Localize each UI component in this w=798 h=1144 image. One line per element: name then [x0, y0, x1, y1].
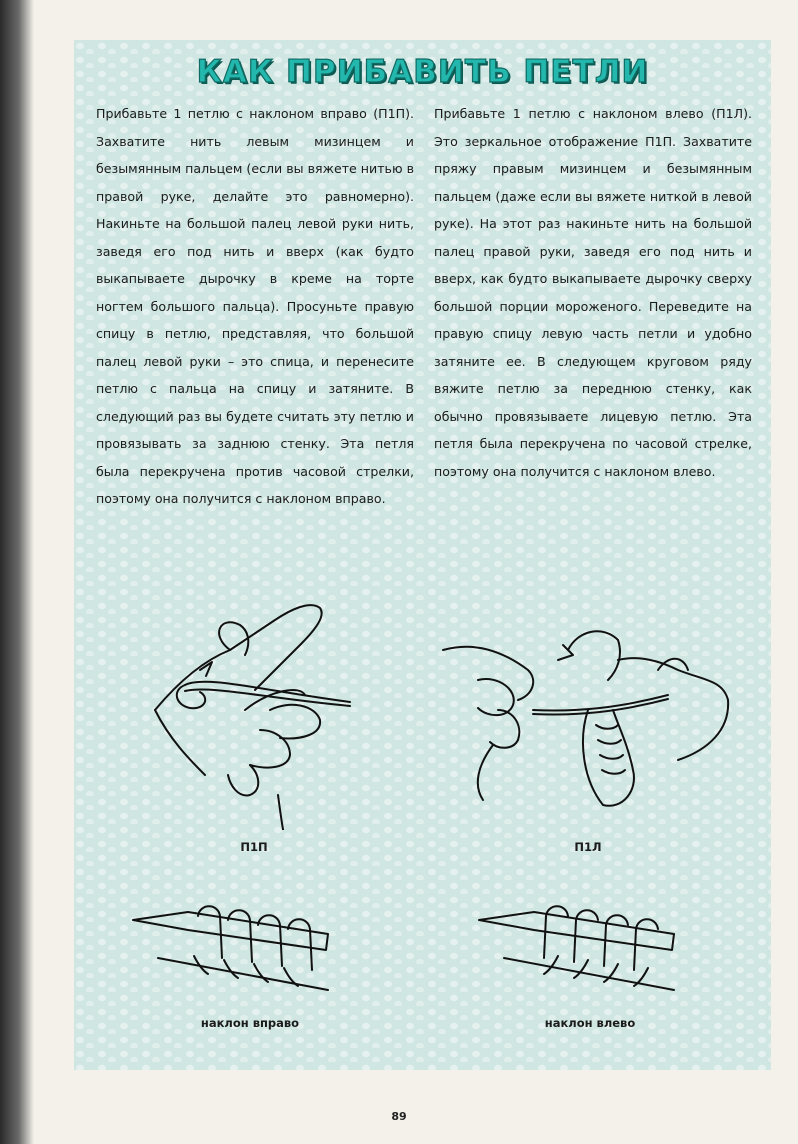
page-number: 89 [391, 1110, 407, 1123]
needle-left-slant-illustration [474, 898, 694, 993]
hand-m1l-caption: П1Л [574, 840, 602, 854]
paragraph-increase-left: Прибавьте 1 петлю с наклоном влево (П1Л). Это зеркальное отображение П1П. Захватите пряжу правым мизинцем и безымянным пальцем (даже если вы вяжете ниткой в левой руке). На этот раз накиньте нить на большой палец правой руки, заведя его под нить и вверх, как будто выкапываете дырочку сверху большой порции мороженого. Переведите на правую спицу левую часть петли и удобно затяните ее. В следующем круговом ряду вяжите петлю за переднюю стенку, как обычно провязываете лицевую петлю. Эта петля была перекручена по часовой стрелке, поэтому она получится с наклоном влево. [434, 106, 752, 479]
hand-m1r-illustration [150, 590, 380, 830]
paragraph-increase-right: Прибавьте 1 петлю с наклоном вправо (П1П). Захватите нить левым мизинцем и безымянным пальцем (если вы вяжете нитью в правой руке, делайте это равномерно). Накиньте на большой палец левой руки нить, заведя его под нить и вверх (как будто выкапываете дырочку в креме на торте ногтем большого пальца). Просуньте правую спицу в петлю, представляя, что большой палец левой руки – это спица, и перенесите петлю с пальца на спицу и затяните. В следующий раз вы будете считать эту петлю и провязывать за заднюю стенку. Эта петля была перекручена против часовой стрелки, поэтому она получится с наклоном вправо. [96, 106, 414, 506]
page-binding-shadow [0, 0, 34, 1144]
right-column-text [434, 100, 752, 485]
page-title: КАК ПРИБАВИТЬ ПЕТЛИ [196, 54, 649, 90]
hand-m1r-caption: П1П [240, 840, 268, 854]
hand-m1l-illustration [438, 600, 738, 840]
left-column-text [96, 100, 414, 513]
needle-left-slant-caption: наклон влево [544, 1016, 636, 1030]
needle-right-slant-illustration [128, 898, 348, 993]
needle-right-slant-caption: наклон вправо [200, 1016, 300, 1030]
